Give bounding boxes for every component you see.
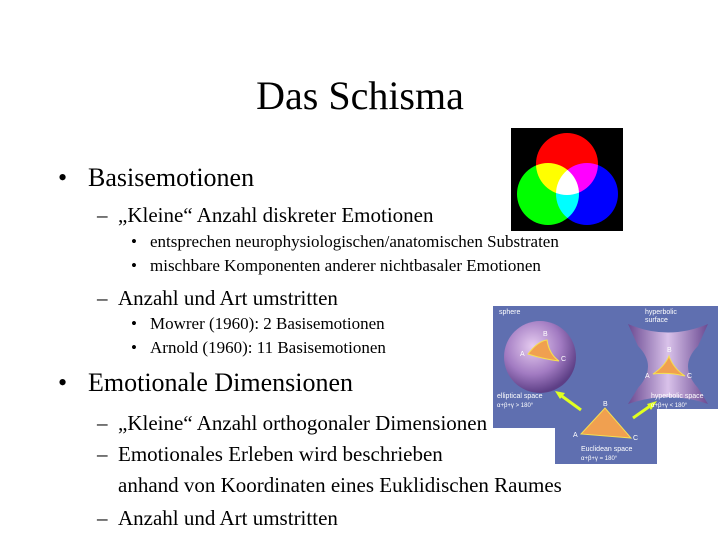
hyperbolic-label: hyperbolic [645,309,677,316]
eucl-vertex-a: A [573,432,578,439]
bullet-orthogonaler: „Kleine“ Anzahl orthogonaler Dimensionen [118,411,488,435]
bullet-marker: • [131,256,137,275]
euclidean-formula: α+β+γ = 180° [581,456,618,462]
dash-marker: – [97,203,108,227]
rgb-color-mixing-image [511,128,623,231]
bullet-substraten: entsprechen neurophysiologischen/anatomischen Substraten [150,232,559,251]
surface-label: surface [645,317,668,324]
sphere-vertex-b: B [543,331,548,338]
bullet-arnold: Arnold (1960): 11 Basisemotionen [150,338,386,357]
dash-marker: – [97,286,108,310]
dash-marker: – [97,442,108,466]
euclidean-caption: Euclidean space [581,446,633,453]
bullet-marker: • [131,232,137,251]
dash-marker: – [97,411,108,435]
eucl-vertex-c: C [633,435,639,442]
dash-marker: – [97,506,108,530]
bullet-marker: • [58,163,68,192]
bullet-marker: • [58,368,68,397]
elliptical-formula: α+β+γ > 180° [497,403,534,409]
bullet-mowrer: Mowrer (1960): 2 Basisemotionen [150,314,385,333]
bullet-erleben: Emotionales Erleben wird beschrieben [118,442,443,466]
bullet-marker: • [131,338,137,357]
hyper-vertex-a: A [645,373,650,380]
sphere-label: sphere [499,309,521,316]
hyper-vertex-b: B [667,347,672,354]
eucl-vertex-b: B [603,401,608,408]
curved-space-geometry-image [493,306,718,464]
sphere-vertex-c: C [561,356,567,363]
slide-title: Das Schisma [256,73,464,118]
hyper-vertex-c: C [687,373,693,380]
bullet-emotionale-dimensionen: Emotionale Dimensionen [88,368,354,397]
bullet-basisemotionen: Basisemotionen [88,163,255,192]
elliptical-caption: elliptical space [497,393,543,400]
hyperbolic-formula: α+β+γ < 180° [651,403,688,409]
bullet-koordinaten: anhand von Koordinaten eines Euklidischen Raumes [118,473,562,497]
hyperbolic-caption: hyperbolic space [651,393,704,400]
bullet-mischbare: mischbare Komponenten anderer nichtbasaler Emotionen [150,256,541,275]
bullet-marker: • [131,314,137,333]
bullet-kleine-anzahl-diskreter: „Kleine“ Anzahl diskreter Emotionen [118,203,434,227]
bullet-anzahl-art-2: Anzahl und Art umstritten [118,506,338,530]
sphere-vertex-a: A [520,351,525,358]
bullet-anzahl-art-1: Anzahl und Art umstritten [118,286,338,310]
